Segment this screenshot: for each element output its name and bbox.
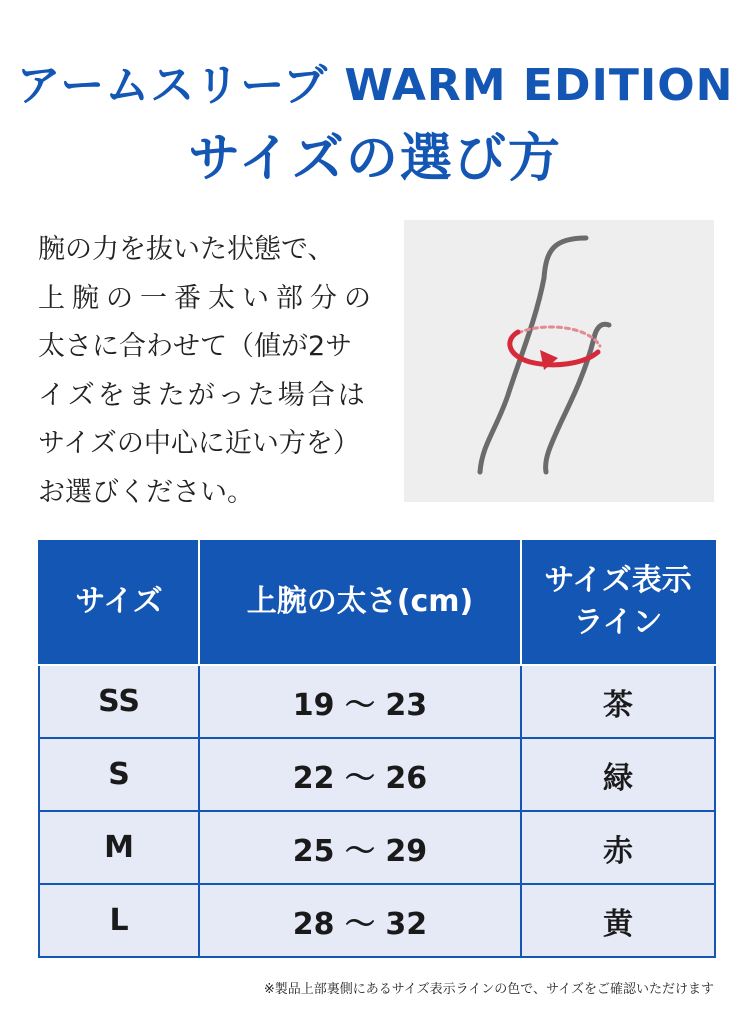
cell-color: 緑 [521, 738, 715, 811]
page-title: アームスリーブ WARM EDITION [16, 60, 734, 111]
instruction-line: 腕の力を抜いた状態で、 [38, 234, 335, 265]
table-row [39, 884, 715, 957]
cell-color: 赤 [521, 811, 715, 884]
instruction-line: お選びください。 [38, 476, 254, 508]
size-instructions [38, 226, 388, 517]
cell-size: SS [39, 665, 199, 738]
header-size-line: サイズ表示ライン [521, 540, 715, 665]
page-subtitle: サイズの選び方 [188, 129, 562, 189]
cell-size: S [39, 738, 199, 811]
instruction-line: 上腕の一番太い部分の [38, 282, 378, 314]
instruction-line: イズをまたがった場合は [38, 379, 368, 411]
cell-size: M [39, 811, 199, 884]
header-size: サイズ [39, 540, 199, 665]
table-row [39, 665, 715, 738]
arm-measurement-illustration [404, 220, 714, 502]
instruction-line: 太さに合わせて（値が2サ [38, 331, 353, 362]
arm-measure-icon [404, 220, 714, 502]
instruction-line: サイズの中心に近い方を） [38, 428, 360, 459]
table-row [39, 811, 715, 884]
cell-range: 25 ～ 29 [199, 811, 521, 884]
table-header-row [39, 540, 715, 665]
cell-color: 黄 [521, 884, 715, 957]
cell-size: L [39, 884, 199, 957]
cell-range: 28 ～ 32 [199, 884, 521, 957]
footnote: ※製品上部裏側にあるサイズ表示ラインの色で、サイズをご確認いただけます [263, 982, 714, 997]
cell-color: 茶 [521, 665, 715, 738]
size-table [38, 540, 716, 958]
cell-range: 19 ～ 23 [199, 665, 521, 738]
arm-outline-back [480, 238, 586, 472]
header-arm-circumference: 上腕の太さ(cm) [199, 540, 521, 665]
table-row [39, 738, 715, 811]
cell-range: 22 ～ 26 [199, 738, 521, 811]
